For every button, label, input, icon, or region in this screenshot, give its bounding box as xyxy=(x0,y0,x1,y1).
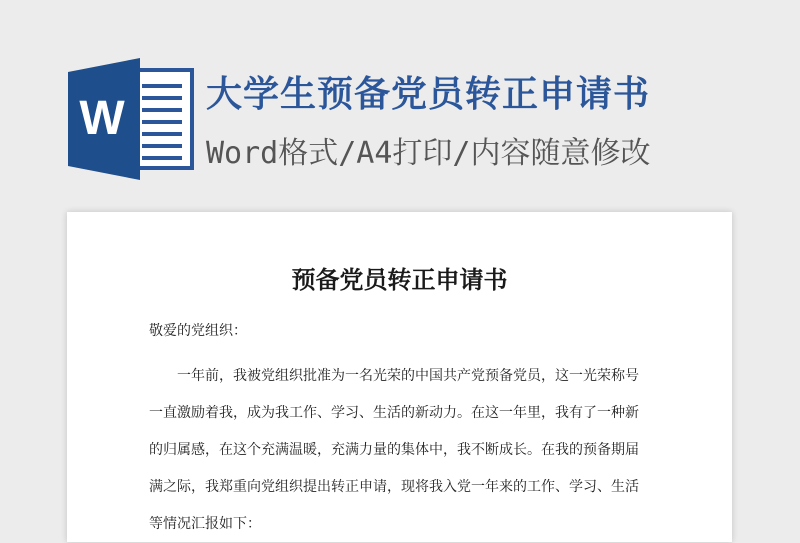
salutation: 敬爱的党组织： xyxy=(149,323,247,339)
paragraph-line: 满之际，我郑重向党组织提出转正申请，现将我入党一年来的工作、学习、生活 xyxy=(149,479,639,495)
document-page xyxy=(67,212,732,542)
paragraph-line: 一年前，我被党组织批准为一名光荣的中国共产党预备党员，这一光荣称号 xyxy=(177,368,639,384)
word-logo-letter: W xyxy=(79,92,125,145)
banner-title: 大学生预备党员转正申请书 xyxy=(206,74,651,115)
banner xyxy=(0,0,800,200)
paragraph-line: 一直激励着我，成为我工作、学习、生活的新动力。在这一年里，我有了一种新 xyxy=(149,405,639,421)
word-document-icon xyxy=(68,58,196,180)
document-title: 预备党员转正申请书 xyxy=(291,266,508,294)
paragraph-line: 等情况汇报如下： xyxy=(149,516,261,532)
banner-subtitle: Word格式/A4打印/内容随意修改 xyxy=(206,136,651,171)
paragraph-line: 的归属感，在这个充满温暖，充满力量的集体中，我不断成长。在我的预备期届 xyxy=(149,442,639,458)
body-paragraph xyxy=(149,358,649,543)
